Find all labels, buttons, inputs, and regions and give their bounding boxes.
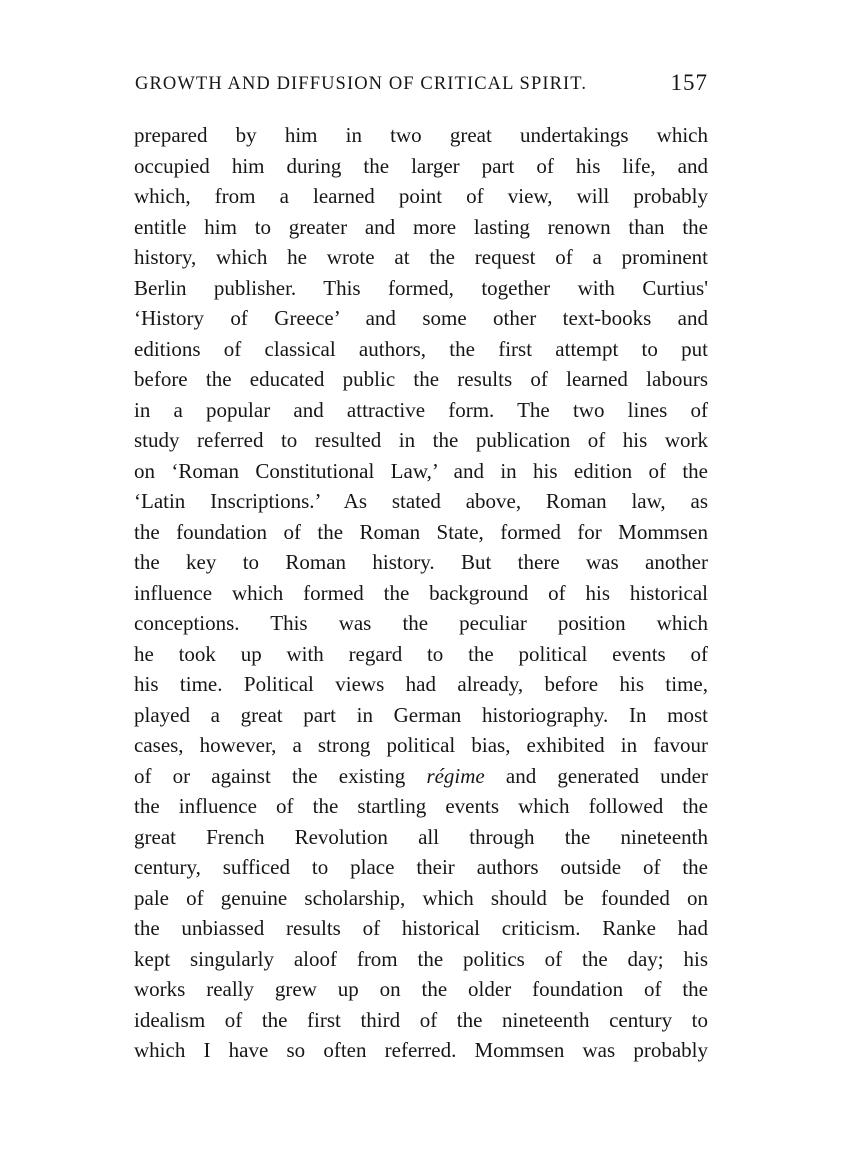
text-line: prepared by him in two great undertakings which bbox=[134, 123, 708, 147]
text-line: his time. Political views had already, before his time, bbox=[134, 672, 708, 696]
text-line: ‘History of Greece’ and some other text-books and bbox=[134, 306, 708, 330]
text-line: history, which he wrote at the request of a prominent bbox=[134, 245, 708, 269]
text-line: editions of classical authors, the first attempt to put bbox=[134, 336, 708, 361]
text-line: conceptions. This was the peculiar position which bbox=[134, 611, 708, 635]
text-line: kept singularly aloof from the politics of the day; his bbox=[134, 946, 708, 971]
text-line: great French Revolution all through the nineteenth bbox=[134, 824, 708, 849]
text-line: played a great part in German historiography. In most bbox=[134, 702, 708, 727]
text-line: works really grew up on the older foundation of the bbox=[134, 977, 708, 1001]
text-line: of or against the existing régime and generated under bbox=[134, 763, 708, 788]
text-line: which, from a learned point of view, will probably bbox=[134, 184, 708, 208]
text-line: century, sufficed to place their authors outside of the bbox=[134, 855, 708, 879]
text-line: Berlin publisher. This formed, together with Curtius' bbox=[134, 275, 708, 300]
text-line: study referred to resulted in the publication of his work bbox=[134, 428, 708, 452]
text-line: the influence of the startling events which followed the bbox=[134, 794, 708, 818]
text-line: on ‘Roman Constitutional Law,’ and in his edition of the bbox=[134, 458, 708, 483]
text-line: occupied him during the larger part of his life, and bbox=[134, 153, 708, 178]
text-line: entitle him to greater and more lasting renown than the bbox=[134, 214, 708, 239]
page-header bbox=[135, 70, 708, 104]
body-text bbox=[134, 120, 708, 1066]
text-line: influence which formed the background of his historical bbox=[134, 580, 708, 605]
text-line: idealism of the first third of the nineteenth century to bbox=[134, 1007, 708, 1032]
text-line: which I have so often referred. Mommsen was probably bbox=[134, 1038, 708, 1062]
text-line: the foundation of the Roman State, formed for Mommsen bbox=[134, 519, 708, 544]
text-line: ‘Latin Inscriptions.’ As stated above, Roman law, as bbox=[134, 489, 708, 513]
running-head: GROWTH AND DIFFUSION OF CRITICAL SPIRIT. bbox=[135, 74, 588, 94]
text-line: the unbiassed results of historical criticism. Ranke had bbox=[134, 916, 708, 940]
text-line: cases, however, a strong political bias, exhibited in favour bbox=[134, 733, 708, 757]
text-line: in a popular and attractive form. The two lines of bbox=[134, 397, 708, 422]
text-line: the key to Roman history. But there was another bbox=[134, 550, 708, 574]
text-line: he took up with regard to the political events of bbox=[134, 641, 708, 666]
text-line: pale of genuine scholarship, which should be founded on bbox=[134, 885, 708, 910]
text-line: before the educated public the results of learned labours bbox=[134, 367, 708, 391]
page-number: 157 bbox=[670, 70, 708, 95]
